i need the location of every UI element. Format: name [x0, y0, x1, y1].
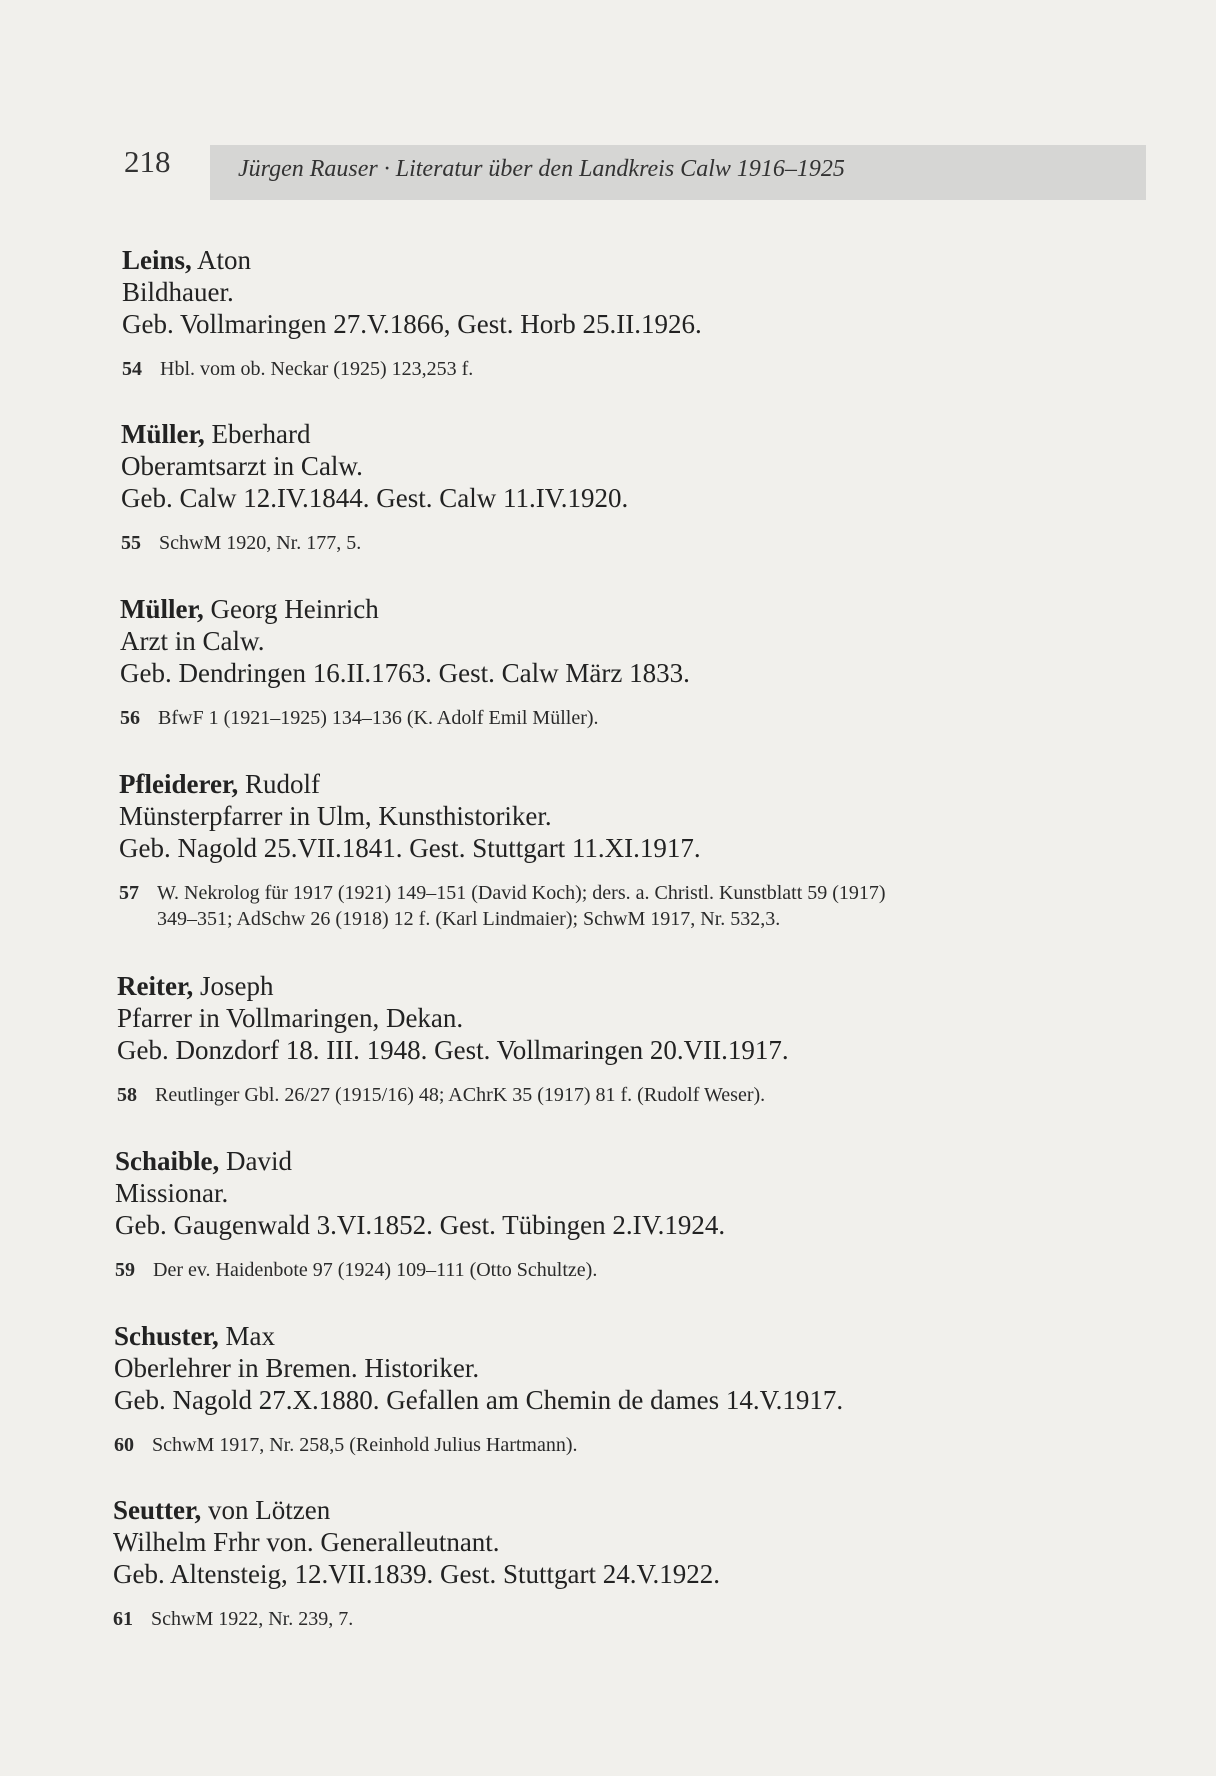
entry-name: [121, 418, 1216, 450]
reference-number: 58: [117, 1084, 137, 1106]
entry-given-name: Joseph: [193, 971, 274, 1001]
biography-entry: [0, 593, 1216, 731]
entry-dates: Geb. Altensteig, 12.VII.1839. Gest. Stuttgart 24.V.1922.: [113, 1559, 720, 1589]
reference-text: W. Nekrolog für 1917 (1921) 149–151 (David Koch); ders. a. Christl. Kunstblatt 59 (1917): [157, 882, 886, 904]
entry-dates: Geb. Calw 12.IV.1844. Gest. Calw 11.IV.1920.: [121, 483, 629, 513]
entry-surname: Reiter,: [117, 971, 194, 1001]
entry-surname: Leins,: [122, 245, 192, 275]
page-number: 218: [124, 144, 171, 179]
reference-number: 57: [119, 882, 139, 904]
entry-reference: [119, 880, 1216, 906]
entry-surname: Schaible,: [115, 1146, 220, 1176]
entry-role: Missionar.: [115, 1178, 229, 1208]
entry-reference: [121, 530, 1216, 556]
biography-entry: [0, 1145, 1216, 1283]
reference-text: BfwF 1 (1921–1925) 134–136 (K. Adolf Emil Müller).: [158, 707, 599, 729]
entry-role: Arzt in Calw.: [120, 626, 265, 656]
biography-entry: [0, 1320, 1216, 1458]
biography-entry: [0, 244, 1216, 382]
entry-given-name: Georg Heinrich: [203, 594, 379, 624]
entry-dates: Geb. Donzdorf 18. III. 1948. Gest. Vollmaringen 20.VII.1917.: [117, 1035, 789, 1065]
entry-role: Pfarrer in Vollmaringen, Dekan.: [117, 1003, 464, 1033]
reference-number: 61: [113, 1608, 133, 1630]
entry-dates: Geb. Vollmaringen 27.V.1866, Gest. Horb 25.II.1926.: [122, 309, 702, 339]
entry-reference: [113, 1606, 1216, 1632]
entry-given-name: Max: [218, 1321, 276, 1351]
reference-continuation: 349–351; AdSchw 26 (1918) 12 f. (Karl Lindmaier); SchwM 1917, Nr. 532,3.: [157, 908, 781, 930]
entry-role: Bildhauer.: [122, 277, 234, 307]
entry-dates: Geb. Nagold 25.VII.1841. Gest. Stuttgart 11.XI.1917.: [119, 833, 701, 863]
entry-given-name: von Lötzen: [201, 1495, 331, 1525]
reference-text: Reutlinger Gbl. 26/27 (1915/16) 48; AChrK 35 (1917) 81 f. (Rudolf Weser).: [155, 1084, 766, 1106]
entry-surname: Seutter,: [113, 1495, 202, 1525]
entry-dates: Geb. Gaugenwald 3.VI.1852. Gest. Tübingen 2.IV.1924.: [115, 1210, 726, 1240]
biography-entry: [0, 970, 1216, 1108]
entry-reference: [117, 1082, 1216, 1108]
entry-reference: [122, 356, 1216, 382]
entry-given-name: David: [219, 1146, 293, 1176]
entry-given-name: Eberhard: [204, 419, 311, 449]
biography-entry: [0, 1494, 1216, 1632]
reference-text: SchwM 1920, Nr. 177, 5.: [159, 532, 362, 554]
reference-text: Hbl. vom ob. Neckar (1925) 123,253 f.: [160, 358, 474, 380]
entry-name: [122, 244, 1216, 276]
entry-role: Oberamtsarzt in Calw.: [121, 451, 363, 481]
entry-role: Münsterpfarrer in Ulm, Kunsthistoriker.: [119, 801, 552, 831]
reference-text: Der ev. Haidenbote 97 (1924) 109–111 (Otto Schultze).: [153, 1259, 598, 1281]
reference-number: 60: [114, 1434, 134, 1456]
entry-name: [119, 768, 1216, 800]
entry-given-name: Aton: [191, 245, 252, 275]
entry-name: [117, 970, 1216, 1002]
entry-surname: Müller,: [121, 419, 205, 449]
entry-surname: Müller,: [120, 594, 204, 624]
entry-dates: Geb. Nagold 27.X.1880. Gefallen am Chemin de dames 14.V.1917.: [114, 1385, 844, 1415]
entry-dates: Geb. Dendringen 16.II.1763. Gest. Calw März 1833.: [120, 658, 690, 688]
reference-number: 55: [121, 532, 141, 554]
running-title: Jürgen Rauser · Literatur über den Landkreis Calw 1916–1925: [238, 156, 845, 182]
entry-reference: [114, 1432, 1216, 1458]
entry-surname: Schuster,: [114, 1321, 219, 1351]
entry-role: Oberlehrer in Bremen. Historiker.: [114, 1353, 480, 1383]
entry-role: Wilhelm Frhr von. Generalleutnant.: [113, 1527, 500, 1557]
entry-given-name: Rudolf: [238, 769, 320, 799]
reference-text: SchwM 1922, Nr. 239, 7.: [151, 1608, 354, 1630]
entry-reference: [120, 705, 1216, 731]
entry-name: [120, 593, 1216, 625]
biography-entry: [0, 768, 1216, 932]
reference-number: 56: [120, 707, 140, 729]
entry-name: [114, 1320, 1216, 1352]
reference-number: 59: [115, 1259, 135, 1281]
entry-name: [113, 1494, 1216, 1526]
entry-reference: [115, 1257, 1216, 1283]
biography-entry: [0, 418, 1216, 556]
reference-text: SchwM 1917, Nr. 258,5 (Reinhold Julius Hartmann).: [152, 1434, 578, 1456]
reference-number: 54: [122, 358, 142, 380]
entry-surname: Pfleiderer,: [119, 769, 239, 799]
page-header: [120, 140, 1146, 200]
entry-name: [115, 1145, 1216, 1177]
